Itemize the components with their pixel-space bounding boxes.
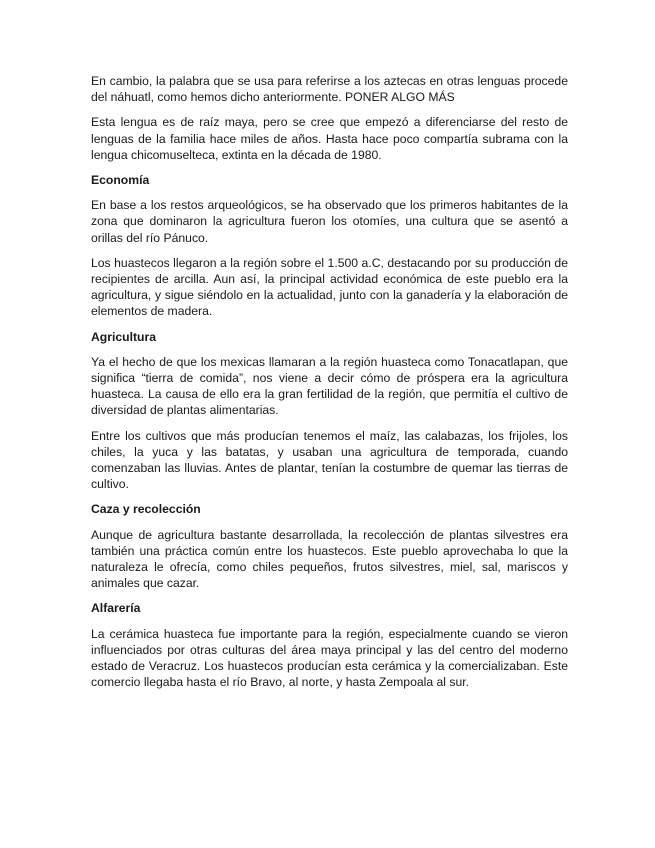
heading-agricultura: Agricultura [91,329,157,344]
paragraph-cultivos: Entre los cultivos que más producían tenemos el maíz, las calabazas, los frijoles, los chiles, la yuca y las batatas, y usaban una agricultura de temporada, cuando comenzaban las lluvias. Antes de plantar, tenían la costumbre de quemar las tierras de cultivo. [91,428,568,492]
paragraph-restos-arqueologicos: En base a los restos arqueológicos, se ha observado que los primeros habitantes de la zona que dominaron la agricultura fueron los otomíes, una cultura que se asentó a orillas del río Pánuco. [91,198,568,245]
paragraph-ceramica: La cerámica huasteca fue importante para la región, especialmente cuando se vieron influenciados por otras culturas del área maya principal y las del centro del moderno estado de Veracruz. Los huastecos producían esta cerámica y la comercializaban. Este comercio llegaba hasta el río Bravo, al norte, y hasta Zempoala al sur. [91,626,568,690]
heading-caza-recoleccion: Caza y recolección [91,502,201,517]
paragraph-lengua: Esta lengua es de raíz maya, pero se cree que empezó a diferenciarse del resto de lenguas de la familia hace miles de años. Hasta hace poco compartía subrama con la lengua chicomuselteca, extinta en la década de 1980. [91,115,568,162]
heading-economia: Economía [91,173,150,188]
heading-alfareria: Alfarería [91,601,141,616]
paragraph-huastecos-llegaron: Los huastecos llegaron a la región sobre el 1.500 a.C, destacando por su producción de recipientes de arcilla. Aun así, la principal actividad económica de este pueblo era la agricultura, y sigue siéndolo en la actualidad, junto con la ganadería y la elaboración de elementos de madera. [91,255,568,319]
paragraph-recoleccion: Aunque de agricultura bastante desarrollada, la recolección de plantas silvestres era también una práctica común entre los huastecos. Este pueblo aprovechaba lo que la naturaleza le ofrecía, como chiles pequeños, frutos silvestres, miel, sal, mariscos y animales que cazar. [91,527,568,591]
paragraph-aztecas: En cambio, la palabra que se usa para referirse a los aztecas en otras lenguas procede del náhuatl, como hemos dicho anteriormente. PONER ALGO MÁS [91,74,568,105]
paragraph-tonacatlapan: Ya el hecho de que los mexicas llamaran a la región huasteca como Tonacatlapan, que significa “tierra de comida”, nos viene a decir cómo de próspera era la agricultura huasteca. La causa de ello era la gran fertilidad de la región, que permitía el cultivo de diversidad de plantas alimentarias. [91,354,568,418]
